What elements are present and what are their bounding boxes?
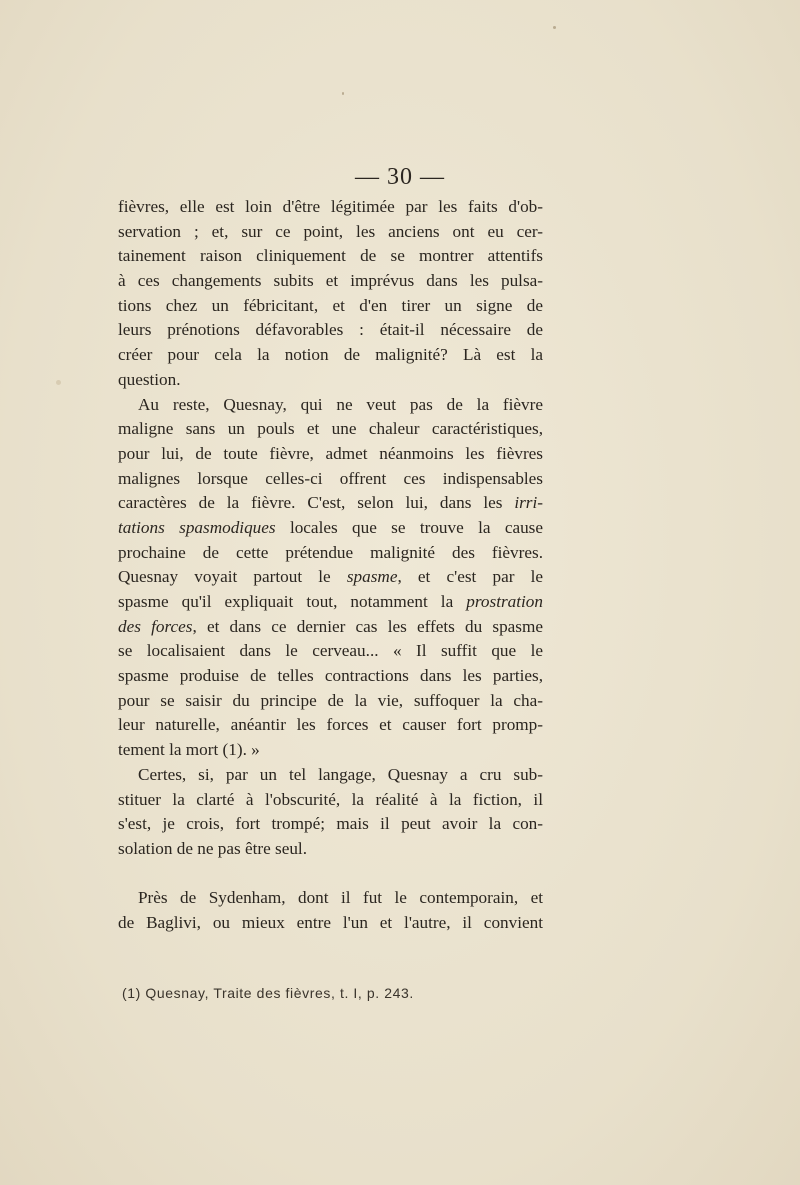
text-line: leurs prénotions défavorables : était-il nécessaire de: [118, 320, 543, 340]
paragraph-gap: [118, 862, 543, 887]
text-run: , et dans ce dernier cas les effets du spasme: [192, 616, 543, 636]
text-line: tions chez un fébricitant, et d'en tirer un signe de: [118, 295, 543, 315]
italic-text: irri-: [514, 493, 543, 513]
paragraph-first-line: [118, 393, 543, 418]
text-line: s'est, je crois, fort trompé; mais il peut avoir la con-: [118, 814, 543, 834]
text-line: servation ; et, sur ce point, les anciens ont eu cer-: [118, 221, 543, 241]
page-number: — 30 —: [355, 164, 445, 190]
text-run: Certes, si, par un tel langage, Quesnay a cru sub-: [138, 764, 543, 784]
text-line: à ces changements subits et imprévus dans les pulsa-: [118, 271, 543, 291]
text-line: malignes lorsque celles-ci offrent ces indispensables: [118, 468, 543, 488]
text-line: prochaine de cette prétendue malignité des fièvres.: [118, 542, 543, 562]
paper-speck: [553, 26, 556, 29]
text-line: [118, 491, 543, 516]
text-line: leur naturelle, anéantir les forces et causer fort promp-: [118, 715, 543, 735]
text-line: [118, 615, 543, 640]
footnote: (1) Quesnay, Traite des fièvres, t. I, p. 243.: [122, 985, 414, 1001]
text-line: de Baglivi, ou mieux entre l'un et l'autre, il convient: [118, 912, 543, 932]
text-run: , et c'est par le: [397, 567, 543, 587]
text-line: stituer la clarté à l'obscurité, la réalité à la fiction, il: [118, 789, 543, 809]
text-run: caractères de la fièvre. C'est, selon lui, dans les: [118, 493, 515, 513]
text-line: [118, 565, 543, 590]
paragraph-first-line: [118, 763, 543, 788]
text-line: pour lui, de toute fièvre, admet néanmoins les fièvres: [118, 443, 543, 463]
text-line: tement la mort (1). »: [118, 740, 260, 760]
text-line: créer pour cela la notion de malignité? Là est la: [118, 345, 543, 365]
paper-speck: [342, 92, 344, 95]
text-line: [118, 590, 543, 615]
text-line: se localisaient dans le cerveau... « Il suffit que le: [118, 641, 543, 661]
text-run: Près de Sydenham, dont il fut le contemporain, et: [138, 888, 543, 908]
text-run: Au reste, Quesnay, qui ne veut pas de la fièvre: [138, 394, 543, 414]
text-line: fièvres, elle est loin d'être légitimée par les faits d'ob-: [118, 197, 543, 216]
text-line: spasme produise de telles contractions dans les parties,: [118, 666, 543, 686]
italic-text: tations spasmodiques: [118, 517, 276, 537]
paper-speck: [56, 380, 61, 385]
italic-text: des forces: [118, 616, 193, 636]
text-line: pour se saisir du principe de la vie, suffoquer la cha-: [118, 690, 543, 710]
text-run: Quesnay voyait partout le: [118, 567, 347, 587]
text-line: [118, 516, 543, 541]
italic-text: prostration: [466, 592, 543, 611]
paragraph-first-line: [118, 886, 543, 911]
text-run: spasme qu'il expliquait tout, notamment la: [118, 592, 467, 611]
text-line: maligne sans un pouls et une chaleur caractéristiques,: [118, 419, 543, 439]
text-line: question.: [118, 369, 181, 389]
italic-text: spasme: [346, 567, 398, 587]
text-line: tainement raison cliniquement de se montrer attentifs: [118, 246, 543, 266]
text-line: solation de ne pas être seul.: [118, 838, 308, 858]
text-run: locales que se trouve la cause: [275, 517, 543, 537]
body-text: [118, 195, 543, 936]
